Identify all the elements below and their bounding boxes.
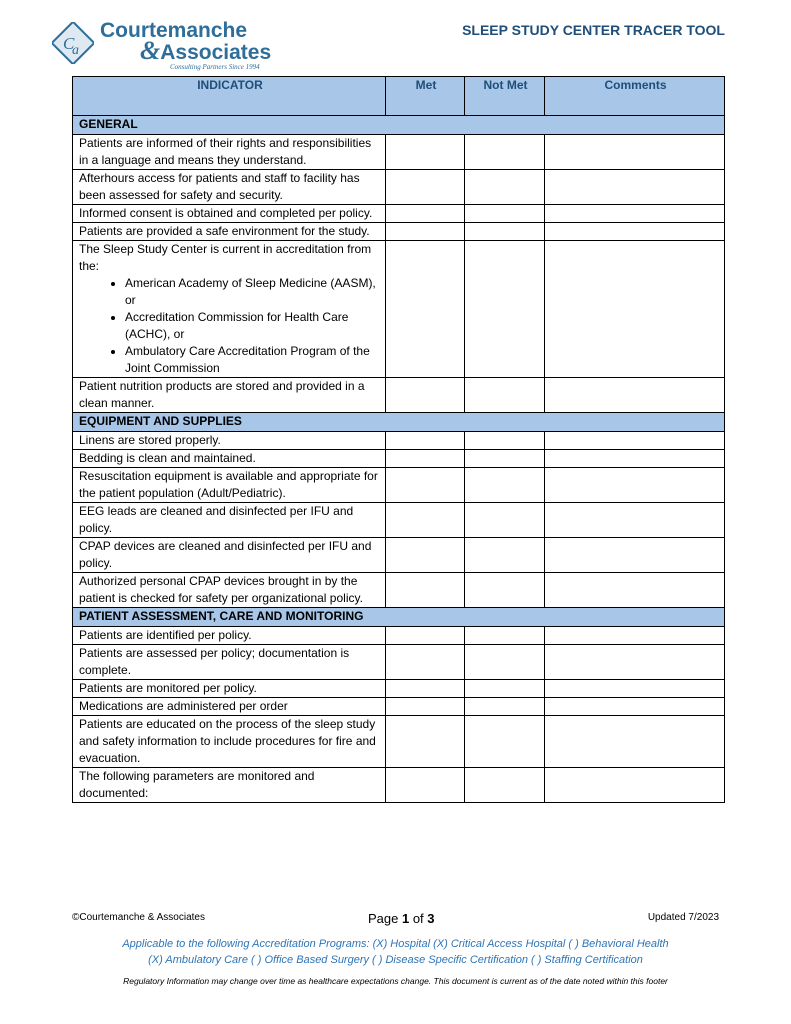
indicator-text: Medications are administered per order [73, 698, 386, 716]
table-row [73, 768, 725, 803]
table-row [73, 645, 725, 680]
list-item: • American Academy of Sleep Medicine (AASM), or [125, 275, 381, 309]
not-met-cell[interactable] [465, 170, 545, 205]
not-met-cell[interactable] [465, 241, 545, 378]
tracer-table [72, 76, 725, 803]
not-met-cell[interactable] [465, 503, 545, 538]
table-row [73, 503, 725, 538]
not-met-cell[interactable] [465, 627, 545, 645]
not-met-cell[interactable] [465, 205, 545, 223]
table-row [73, 135, 725, 170]
svg-text:a: a [72, 43, 79, 58]
table-row [73, 680, 725, 698]
section-title: PATIENT ASSESSMENT, CARE AND MONITORING [73, 608, 725, 627]
comments-cell[interactable] [545, 468, 725, 503]
indicator-text: Patients are identified per policy. [73, 627, 386, 645]
accreditation-list [79, 275, 381, 377]
section-row [73, 608, 725, 627]
list-item: • Ambulatory Care Accreditation Program of the Joint Commission [125, 343, 381, 377]
met-cell[interactable] [386, 468, 465, 503]
comments-cell[interactable] [545, 135, 725, 170]
logo-name-line1: Courtemanche [100, 19, 248, 42]
comments-cell[interactable] [545, 205, 725, 223]
table-row [73, 205, 725, 223]
met-cell[interactable] [386, 573, 465, 608]
not-met-cell[interactable] [465, 135, 545, 170]
indicator-text: Resuscitation equipment is available and appropriate for the patient population (Adult/Pediatric). [73, 468, 386, 503]
table-row [73, 432, 725, 450]
indicator-text: The Sleep Study Center is current in accreditation from the: [79, 242, 372, 273]
table-row [73, 241, 725, 378]
comments-cell[interactable] [545, 170, 725, 205]
indicator-text: Bedding is clean and maintained. [73, 450, 386, 468]
table-row [73, 450, 725, 468]
comments-cell[interactable] [545, 698, 725, 716]
met-cell[interactable] [386, 627, 465, 645]
table-row [73, 573, 725, 608]
logo-emblem-icon [52, 22, 94, 64]
indicator-text: Linens are stored properly. [73, 432, 386, 450]
applicable-programs-line2: (X) Ambulatory Care ( ) Office Based Surgery ( ) Disease Specific Certification ( ) Staffing Certification [148, 954, 643, 966]
page-number: 1 [401, 911, 410, 926]
indicator-text: EEG leads are cleaned and disinfected per IFU and policy. [73, 503, 386, 538]
comments-cell[interactable] [545, 573, 725, 608]
page-indicator [368, 911, 435, 926]
indicator-text: Patient nutrition products are stored and provided in a clean manner. [73, 378, 386, 413]
not-met-cell[interactable] [465, 716, 545, 768]
page-prefix: Page [368, 911, 402, 926]
indicator-text: The following parameters are monitored and documented: [73, 768, 386, 803]
svg-text:C: C [63, 34, 75, 53]
comments-cell[interactable] [545, 627, 725, 645]
page-total: 3 [427, 911, 435, 926]
table-row [73, 716, 725, 768]
comments-cell[interactable] [545, 378, 725, 413]
met-cell[interactable] [386, 432, 465, 450]
indicator-text: Afterhours access for patients and staff to facility has been assessed for safety and security. [73, 170, 386, 205]
table-row [73, 170, 725, 205]
met-cell[interactable] [386, 680, 465, 698]
page-mid: of [409, 911, 428, 926]
document-title: SLEEP STUDY CENTER TRACER TOOL [462, 22, 725, 38]
not-met-cell[interactable] [465, 223, 545, 241]
indicator-text: Authorized personal CPAP devices brought in by the patient is checked for safety per organizational policy. [73, 573, 386, 608]
not-met-cell[interactable] [465, 432, 545, 450]
table-header-row [73, 77, 725, 116]
comments-cell[interactable] [545, 645, 725, 680]
met-cell[interactable] [386, 378, 465, 413]
indicator-cell [73, 241, 386, 378]
table-row [73, 378, 725, 413]
section-row [73, 116, 725, 135]
table-row [73, 627, 725, 645]
section-row [73, 413, 725, 432]
indicator-text: Patients are monitored per policy. [73, 680, 386, 698]
comments-cell[interactable] [545, 241, 725, 378]
comments-cell[interactable] [545, 432, 725, 450]
met-cell[interactable] [386, 538, 465, 573]
met-cell[interactable] [386, 716, 465, 768]
section-title: GENERAL [73, 116, 725, 135]
indicator-text: Patients are informed of their rights and responsibilities in a language and means they understand. [73, 135, 386, 170]
list-item: • Accreditation Commission for Health Care (ACHC), or [125, 309, 381, 343]
met-cell[interactable] [386, 170, 465, 205]
company-logo [52, 20, 282, 75]
indicator-text: Patients are provided a safe environment for the study. [73, 223, 386, 241]
not-met-cell[interactable] [465, 680, 545, 698]
not-met-cell[interactable] [465, 645, 545, 680]
indicator-text: Informed consent is obtained and completed per policy. [73, 205, 386, 223]
not-met-cell[interactable] [465, 698, 545, 716]
met-cell[interactable] [386, 450, 465, 468]
header-not-met: Not Met [465, 77, 545, 116]
indicator-text: Patients are educated on the process of the sleep study and safety information to include procedures for fire and evacuation. [73, 716, 386, 768]
regulatory-disclaimer: Regulatory Information may change over time as healthcare expectations change. This document is current as of the date noted within this footer [123, 976, 668, 986]
logo-name-associates: Associates [160, 41, 272, 64]
met-cell[interactable] [386, 645, 465, 680]
not-met-cell[interactable] [465, 468, 545, 503]
comments-cell[interactable] [545, 716, 725, 768]
table-row [73, 698, 725, 716]
comments-cell[interactable] [545, 450, 725, 468]
applicable-programs-line1: Applicable to the following Accreditation Programs: (X) Hospital (X) Critical Access Hospital ( ) Behavioral Health [122, 938, 669, 950]
comments-cell[interactable] [545, 503, 725, 538]
met-cell[interactable] [386, 223, 465, 241]
met-cell[interactable] [386, 768, 465, 803]
header-comments: Comments [545, 77, 725, 116]
indicator-text: CPAP devices are cleaned and disinfected per IFU and policy. [73, 538, 386, 573]
logo-name-line2 [140, 36, 272, 65]
comments-cell[interactable] [545, 223, 725, 241]
not-met-cell[interactable] [465, 768, 545, 803]
updated-date: Updated 7/2023 [647, 912, 719, 923]
footer-copyright: ©Courtemanche & Associates [72, 912, 205, 923]
not-met-cell[interactable] [465, 378, 545, 413]
table-row [73, 223, 725, 241]
comments-cell[interactable] [545, 768, 725, 803]
comments-cell[interactable] [545, 538, 725, 573]
met-cell[interactable] [386, 698, 465, 716]
logo-ampersand: & [140, 36, 161, 65]
header-indicator: INDICATOR [73, 77, 386, 116]
table-row [73, 538, 725, 573]
met-cell[interactable] [386, 241, 465, 378]
met-cell[interactable] [386, 135, 465, 170]
section-title: EQUIPMENT AND SUPPLIES [73, 413, 725, 432]
met-cell[interactable] [386, 205, 465, 223]
logo-tagline: Consulting Partners Since 1994 [170, 63, 260, 71]
not-met-cell[interactable] [465, 538, 545, 573]
header-met: Met [386, 77, 465, 116]
comments-cell[interactable] [545, 680, 725, 698]
met-cell[interactable] [386, 503, 465, 538]
table-row [73, 468, 725, 503]
not-met-cell[interactable] [465, 573, 545, 608]
not-met-cell[interactable] [465, 450, 545, 468]
indicator-text: Patients are assessed per policy; documentation is complete. [73, 645, 386, 680]
